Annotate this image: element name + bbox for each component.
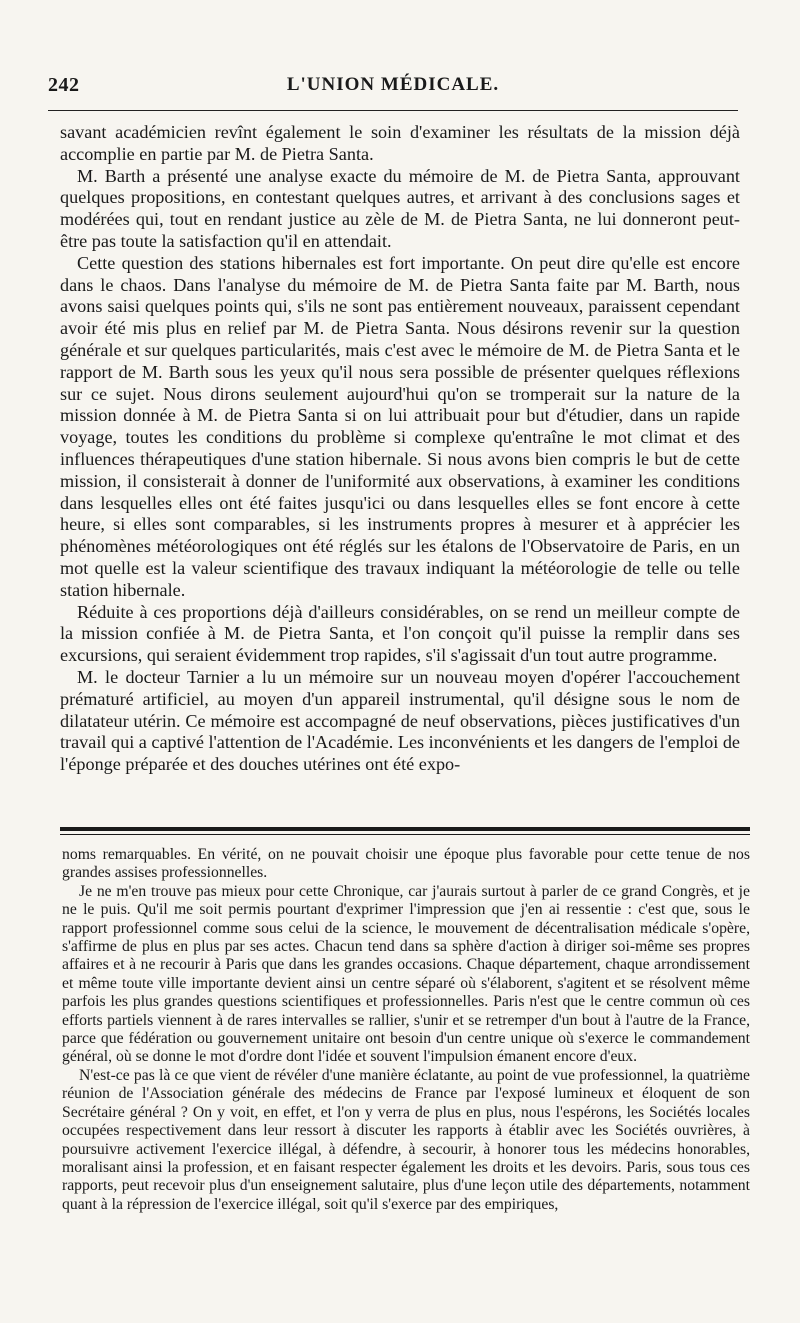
page-number: 242: [48, 74, 80, 96]
feuilleton-section: [62, 846, 750, 1214]
page-header: [48, 74, 738, 104]
header-rule: [48, 110, 738, 111]
article-paragraph: Cette question des stations hibernales est fort importante. On peut dire qu'elle est encore dans le chaos. Dans l'analyse du mémoire de M. de Pietra Santa faite par M. Barth, nous avons saisi quelques points qui, s'ils ne sont pas entièrement nouveaux, paraissent cependant avoir été mis plus en relief par M. de Pietra Santa. Nous désirons revenir sur la question générale et sur quelques particularités, mais c'est avec le mémoire de M. de Pietra Santa et le rapport de M. Barth sous les yeux qu'il nous sera possible de présenter quelques réflexions sur ce sujet. Nous dirons seulement aujourd'hui qu'on se tromperait sur la nature de la mission donnée à M. de Pietra Santa si on lui attribuait pour but d'étudier, dans un rapide voyage, toutes les conditions du problème si complexe qu'entraîne le mot climat et des influences thérapeutiques d'une station hibernale. Si nous avons bien compris le but de cette mission, il consisterait à donner de l'uniformité aux observations, à examiner les conditions dans lesquelles elles ont été faites jusqu'ici ou dans lesquelles elles se font encore à cette heure, si elles sont comparables, si les instruments propres à mesurer et à apprécier les phénomènes météorologiques ont été réglés sur les étalons de l'Observatoire de Paris, en un mot quelle est la valeur scientifique des travaux indiquant la météorologie de telle ou telle station hibernale.: [60, 252, 740, 600]
feuilleton-paragraph: noms remarquables. En vérité, on ne pouvait choisir une époque plus favorable pour cette tenue de nos grandes assises professionnelles.: [62, 846, 750, 882]
feuilleton-separator-thick: [60, 827, 750, 831]
main-article: [60, 122, 740, 776]
article-paragraph: Réduite à ces proportions déjà d'ailleurs considérables, on se rend un meilleur compte de la mission confiée à M. de Pietra Santa, et l'on conçoit qu'il puisse la remplir dans ses excursions, qui seraient évidemment trop rapides, s'il s'agissait d'un tout autre programme.: [60, 601, 740, 666]
article-paragraph: M. le docteur Tarnier a lu un mémoire sur un nouveau moyen d'opérer l'accouchement prématuré artificiel, au moyen d'un appareil instrumental, qu'il désigne sous le nom de dilatateur utérin. Ce mémoire est accompagné de neuf observations, pièces justificatives d'un travail qui a captivé l'attention de l'Académie. Les inconvénients et les dangers de l'emploi de l'éponge préparée et des douches utérines ont été expo-: [60, 666, 741, 775]
feuilleton-paragraph: Je ne m'en trouve pas mieux pour cette Chronique, car j'aurais surtout à parler de ce grand Congrès, et je ne le puis. Qu'il me soit permis pourtant d'exprimer l'impression que j'en ai ressentie : c'est que, sous le rapport professionnel comme sous celui de la science, le mouvement de décentralisation médicale s'opère, s'affirme de plus en plus par ses actes. Chacun tend dans sa sphère d'action à diriger soi-même ses propres affaires et à ne recourir à Paris que dans les grandes occasions. Chaque département, chaque arrondissement et même toute ville importante devient ainsi un centre séparé où s'élaborent, s'agitent et se résolvent même parfois les plus grandes questions scientifiques et professionnelles. Paris n'est que le centre commun où ces efforts partiels viennent à de rares intervalles se rallier, s'unir et se retremper d'un bout à l'autre de la France, parce que fédération ou gouvernement unitaire ont besoin d'un centre unique où s'exerce le commandement général, où se donne le mot d'ordre dont l'idée et souvent l'impulsion émanent encore d'eux.: [62, 882, 750, 1066]
feuilleton-paragraph: N'est-ce pas là ce que vient de révéler d'une manière éclatante, au point de vue professionnel, la quatrième réunion de l'Association générale des médecins de France par l'exposé lumineux et éloquent de son Secrétaire général ? On y voit, en effet, et l'on y verra de plus en plus, nous l'espérons, les Sociétés locales occupées respectivement dans leur ressort à discuter les rapports à établir avec les Sociétés ouvrières, à poursuivre activement l'exercice illégal, à défendre, à secourir, à honorer tous les médecins honorables, moralisant ainsi la profession, et en faisant respecter également les droits et les devoirs. Paris, sous tous ces rapports, peut recevoir plus d'un enseignement salutaire, plus d'une leçon utile des départements, notamment quant à la répression de l'exercice illégal, soit qu'il s'exerce par des empiriques,: [62, 1066, 750, 1213]
running-title: L'UNION MÉDICALE.: [286, 74, 500, 95]
article-paragraph: M. Barth a présenté une analyse exacte du mémoire de M. de Pietra Santa, approuvant quelques propositions, en contestant quelques autres, et arrivant à des conclusions sages et modérées qui, tout en rendant justice au zèle de M. de Pietra Santa, ne lui donneront peut-être pas toute la satisfaction qu'il en attendait.: [60, 165, 740, 251]
feuilleton-separator-thin: [60, 834, 750, 835]
article-paragraph: savant académicien revînt également le soin d'examiner les résultats de la mission déjà accomplie en partie par M. de Pietra Santa.: [60, 122, 740, 164]
